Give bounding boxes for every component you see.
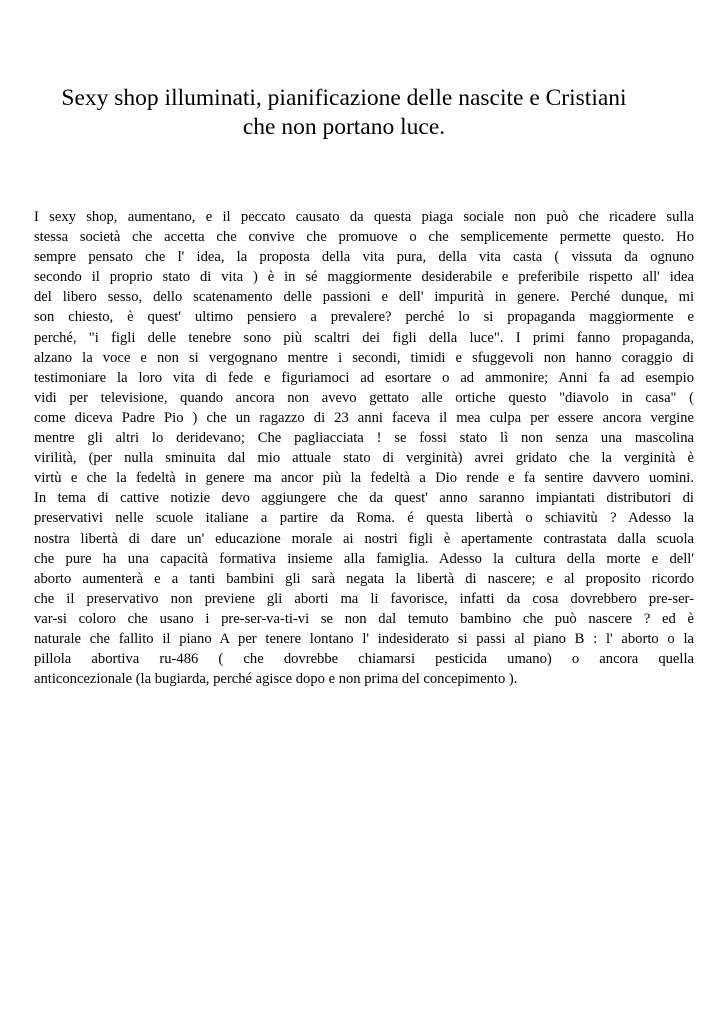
body-line: testimoniare la loro vita di fede e figuriamoci ad esortare o ad ammonire; Anni fa ad esempio xyxy=(34,369,694,386)
body-line: virilità, (per nulla sminuita dal mio attuale stato di verginità) avrei gridato che la verginità è xyxy=(34,450,694,467)
body-line: anticoncezionale (la bugiarda, perché agisce dopo e non prima del concepimento ). xyxy=(34,671,518,688)
body-line: perché, "i figli delle tenebre sono più scaltri dei figli della luce". I primi fanno propaganda, xyxy=(34,329,694,346)
body-line: secondo il proprio stato di vita ) è in sé maggiormente desiderabile e preferibile rispetto all' idea xyxy=(34,269,694,286)
body-line: vidi per televisione, quando ancora non avevo gettato alle ortiche questo "diavolo in casa" ( xyxy=(34,389,694,406)
body-line: In tema di cattive notizie devo aggiungere che da quest' anno saranno impiantati distributori di xyxy=(34,490,694,507)
body-line: del libero sesso, dello scatenamento delle passioni e dell' impurità in genere. Perché dunque, mi xyxy=(34,289,694,306)
body-line: pillola abortiva ru-486 ( che dovrebbe chiamarsi pesticida umano) o ancora quella xyxy=(34,651,694,668)
body-line: aborto aumenterà e a tanti bambini gli sarà negata la libertà di nascere; e al proposito ricordo xyxy=(34,570,694,587)
body-line: son chiesto, è quest' ultimo pensiero a prevalere? perché lo si propaganda maggiormente e xyxy=(34,309,694,326)
title-line: che non portano luce. xyxy=(242,114,446,140)
body-line: che il preservativo non previene gli aborti ma li favorisce, infatti da cosa dovrebbero pre-ser- xyxy=(34,590,694,607)
document-title xyxy=(24,84,664,142)
body-paragraph xyxy=(34,207,694,689)
body-line: I sexy shop, aumentano, e il peccato causato da questa piaga sociale non può che ricadere sulla xyxy=(34,209,694,225)
body-line: var-si coloro che usano i pre-ser-va-ti-vi se non dal temuto bambino che può nascere ? ed è xyxy=(34,610,694,627)
body-line: come diceva Padre Pio ) che un ragazzo di 23 anni faceva il mea culpa per essere ancora vergine xyxy=(34,409,694,426)
body-line: che pure ha una capacità formativa insieme alla famiglia. Adesso la cultura della morte e dell' xyxy=(34,550,694,567)
body-line: nostra libertà di dare un' educazione morale ai nostri figli è apertamente contrastata dalla scuola xyxy=(34,530,694,547)
body-line: sempre pensato che l' idea, la proposta della vita pura, della vita casta ( vissuta da ognuno xyxy=(34,249,694,266)
body-line: stessa società che accetta che convive che promuove o che semplicemente permette questo. Ho xyxy=(34,229,694,246)
body-line: alzano la voce e non si vergognano mentre i secondi, timidi e sfuggevoli non hanno coraggio di xyxy=(34,349,694,366)
body-line: preservativi nelle scuole italiane a partire da Roma. é questa libertà o schiavitù ? Adesso la xyxy=(34,510,694,527)
body-line: virtù e che la fedeltà in genere ma ancor più la fedeltà a Dio rende e fa sentire davvero uomini. xyxy=(34,470,694,487)
body-line: naturale che fallito il piano A per tenere lontano l' indesiderato si passi al piano B : l' aborto o la xyxy=(34,630,694,647)
title-line: Sexy shop illuminati, pianificazione delle nascite e Cristiani xyxy=(61,85,627,111)
body-line: mentre gli altri lo deridevano; Che pagliacciata ! se fossi stato lì non senza una mascolina xyxy=(34,430,694,447)
